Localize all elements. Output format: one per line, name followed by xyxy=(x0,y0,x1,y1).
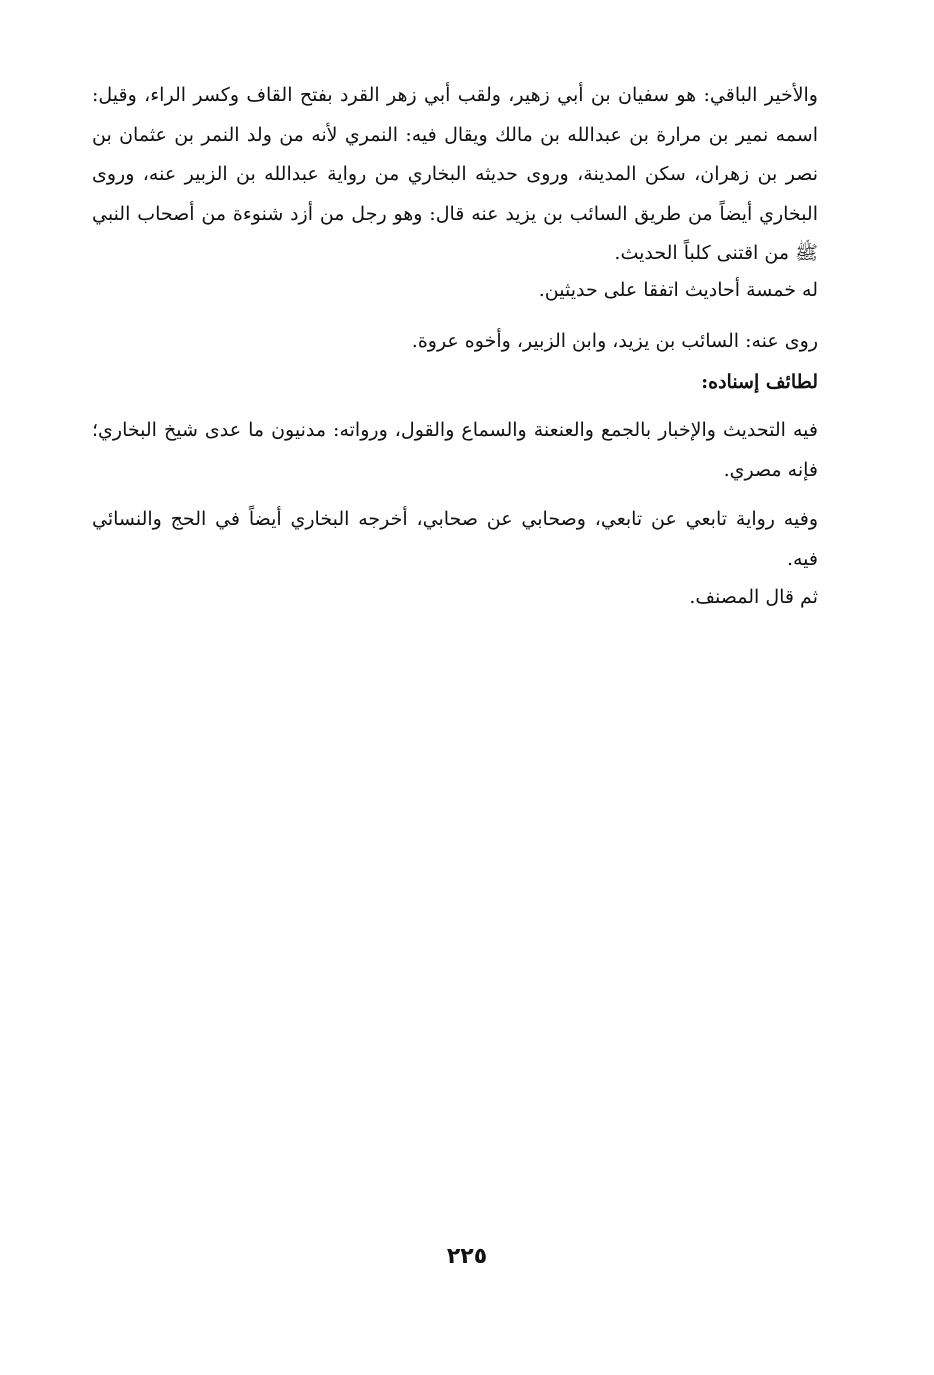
paragraph-text: روى عنه: السائب بن يزيد، وابن الزبير، وأخوه عروة. xyxy=(411,330,818,352)
paragraph-text: والأخير الباقي: هو سفيان بن أبي زهير، ولقب أبي زهر القرد بفتح القاف وكسر الراء، وقيل: اسمه نمير بن مرارة بن عبدالله بن مالك ويقال فيه: النمري لأنه من ولد النمر بن عثمان بن نصر بن زهران، سكن المدينة، وروى حديثه البخاري من رواية عبدالله بن الزبير عنه، وروى البخاري أيضاً من طريق السائب بن يزيد عنه قال: وهو رجل من أزد شنوءة من أصحاب النبي ﷺ من اقتنى كلباً الحديث. xyxy=(92,84,818,264)
page-number: ٢٢٥ xyxy=(446,1244,488,1269)
paragraph-narrators-from-him xyxy=(92,322,818,362)
paragraph-hadith-count xyxy=(92,271,818,311)
paragraph-text: ثم قال المصنف. xyxy=(689,586,818,608)
paragraph-isnad-notes xyxy=(92,411,818,490)
paragraph-narrator-bio xyxy=(92,76,818,274)
paragraph-author-said xyxy=(92,578,818,618)
paragraph-text: فيه التحديث والإخبار بالجمع والعنعنة والسماع والقول، ورواته: مدنيون ما عدى شيخ البخاري؛ فإنه مصري. xyxy=(92,419,818,481)
paragraph-text: وفيه رواية تابعي عن تابعي، وصحابي عن صحابي، أخرجه البخاري أيضاً في الحج والنسائي فيه. xyxy=(92,508,818,570)
paragraph-narration-notes xyxy=(92,500,818,579)
paragraph-text: له خمسة أحاديث اتفقا على حديثين. xyxy=(538,279,818,301)
section-heading: لطائف إسناده: xyxy=(701,371,818,393)
